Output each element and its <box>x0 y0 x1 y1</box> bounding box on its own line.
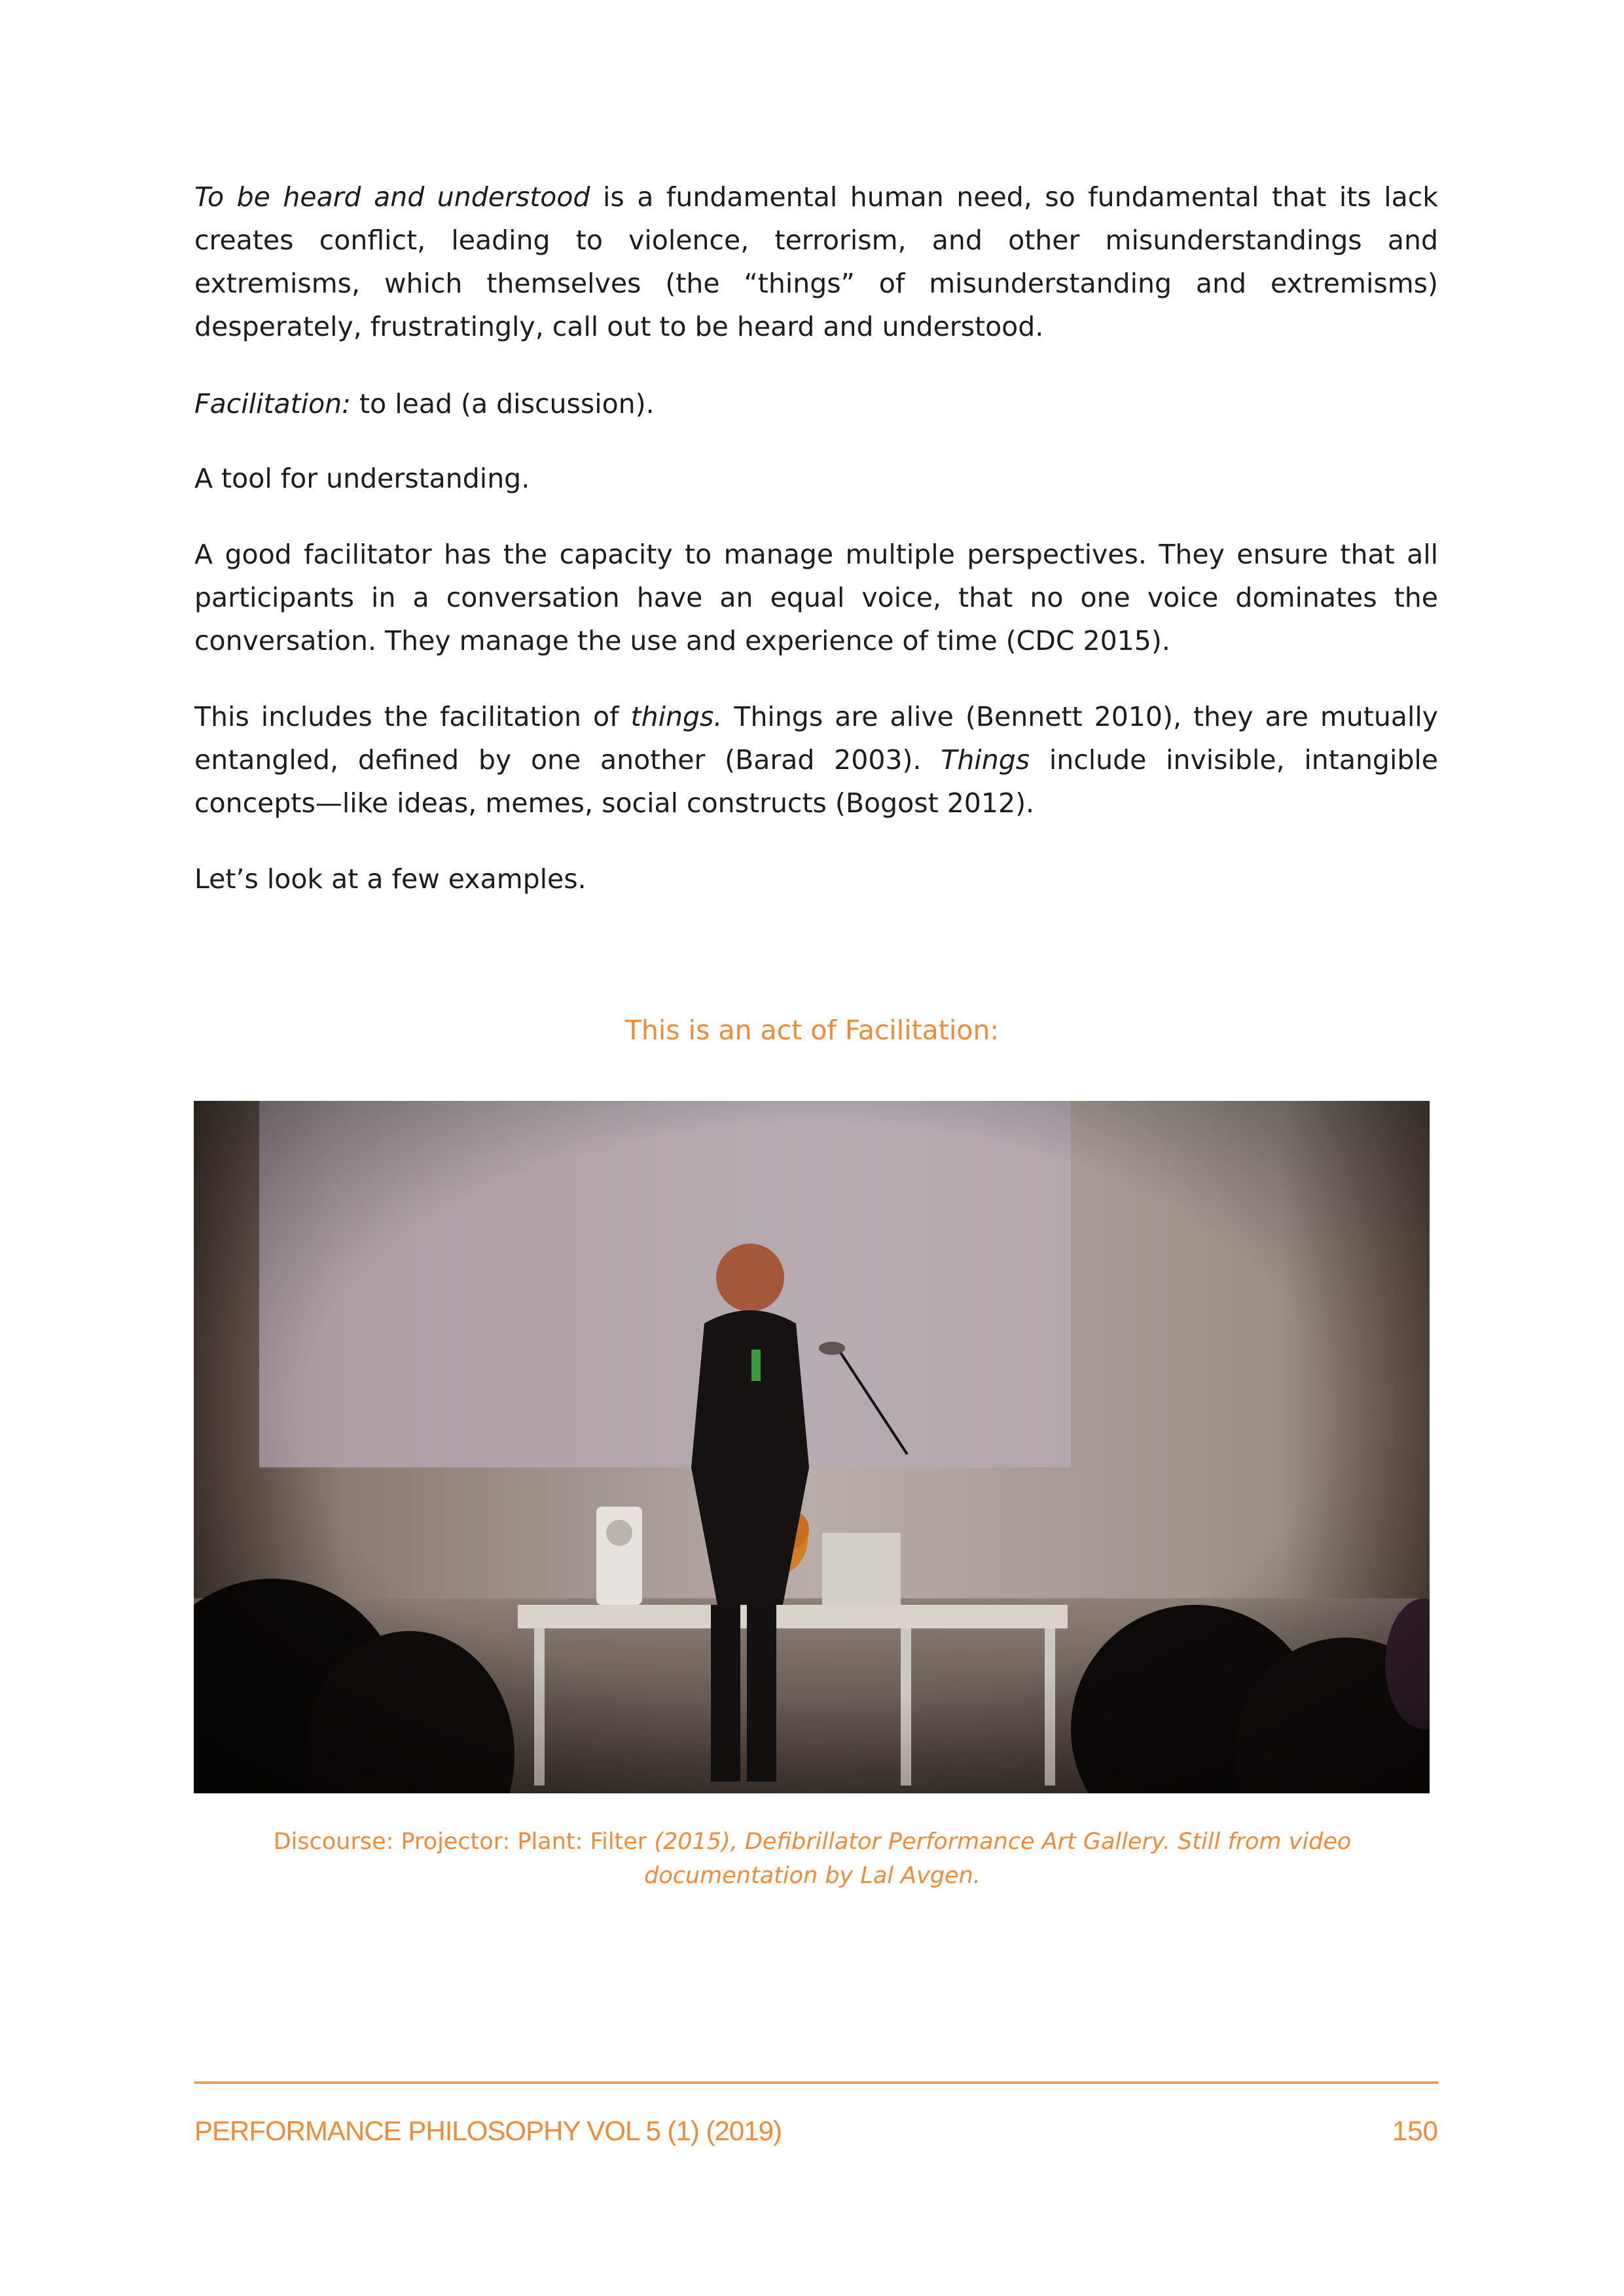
footer-divider <box>194 2081 1438 2084</box>
footer-journal-title: PERFORMANCE PHILOSOPHY VOL 5 (1) (2019) <box>194 2115 782 2146</box>
italic-term: Things <box>941 744 1030 776</box>
paragraph-things <box>194 695 1438 825</box>
paragraph-text: to lead (a discussion). <box>350 388 655 420</box>
paragraph-facilitation-definition <box>194 382 1438 425</box>
italic-term: things. <box>630 701 723 732</box>
paragraph-good-facilitator: A good facilitator has the capacity to manage multiple perspectives. They ensure that all participants in a conversation have an equal voice, that no one voice dominates the conversation. They manage the use and experience of time (CDC 2015). <box>194 539 1438 656</box>
paragraph-text: This includes the facilitation of <box>194 701 631 732</box>
figure-intro: This is an act of Facilitation: <box>624 1014 1000 1046</box>
page-number: 150 <box>1392 2115 1438 2146</box>
italic-lead: Facilitation: <box>194 388 351 420</box>
paragraph-tool: A tool for understanding. <box>194 463 530 494</box>
paragraph-text: is a fundamental human need, so fundamental that its lack creates conflict, leading to violence, terrorism, and other misunderstandings and extremisms, which themselves (the “things” of misunderstanding and extremisms) desperately, frustratingly, call out to be heard and understood. <box>194 181 1438 342</box>
italic-lead: To be heard and understood <box>194 181 590 213</box>
paragraph-text: include invisible, intangible concepts—like ideas, memes, social constructs (Bogost 2012). <box>194 744 1438 819</box>
paragraph-text: Things are alive (Bennett 2010), they are mutually entangled, defined by one another (Barad 2003). <box>194 701 1438 776</box>
paragraph-examples: Let’s look at a few examples. <box>194 863 586 895</box>
caption-details: (2015), Defibrillator Performance Art Gallery. Still from video documentation by Lal Avgen. <box>644 1829 1352 1889</box>
paragraph-heard-understood <box>194 175 1438 348</box>
performance-photo <box>194 1101 1430 1793</box>
figure-caption <box>194 1825 1430 1893</box>
caption-title: Discourse: Projector: Plant: Filter <box>273 1829 647 1855</box>
